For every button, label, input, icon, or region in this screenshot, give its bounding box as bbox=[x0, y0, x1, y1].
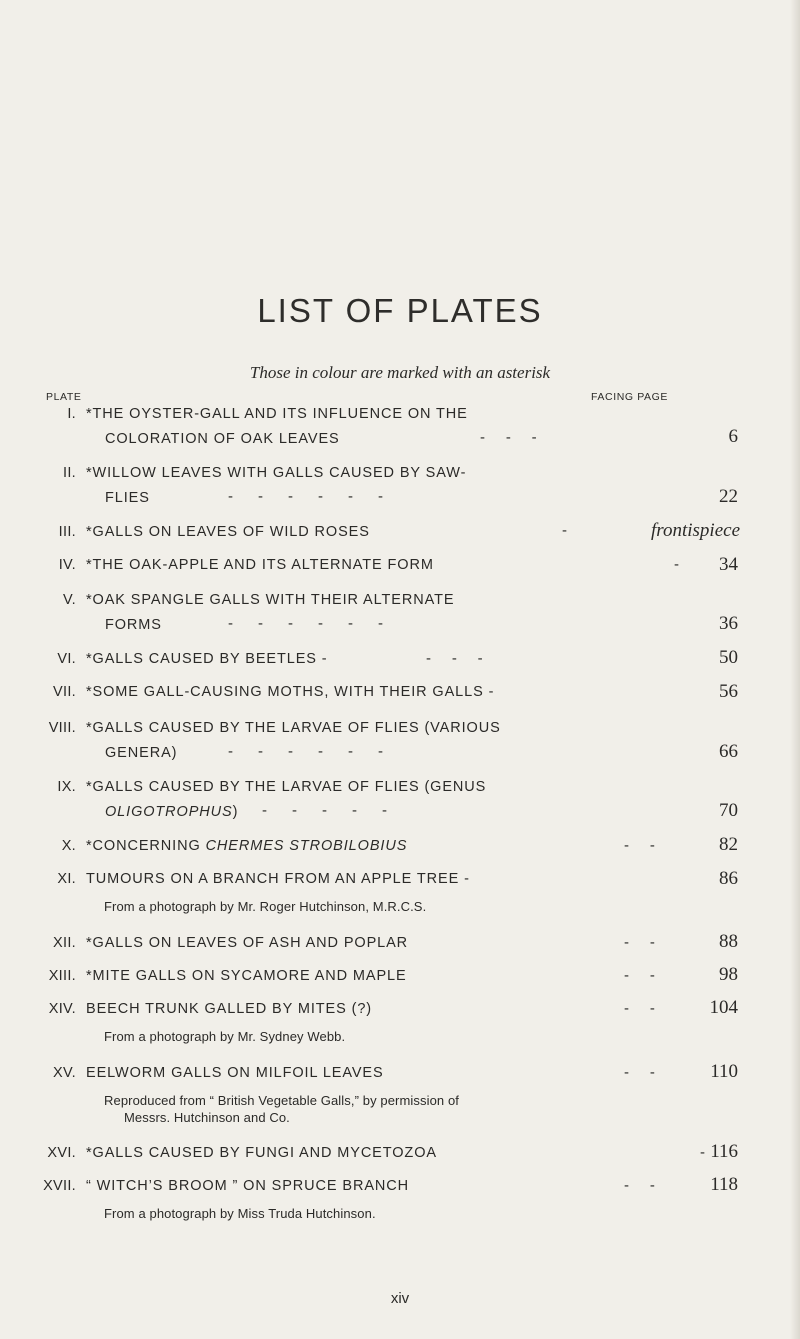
page-title: LIST OF PLATES bbox=[257, 292, 543, 329]
plate-credit-note: From a photograph by Mr. Roger Hutchinson, M.R.C.S. bbox=[104, 899, 427, 914]
plate-title: *OAK SPANGLE GALLS WITH THEIR ALTERNATE bbox=[86, 592, 455, 608]
plate-numeral: IX. bbox=[57, 779, 76, 795]
plate-numeral: XIII. bbox=[48, 968, 76, 984]
plate-numeral: VI. bbox=[57, 651, 76, 667]
leader-dashes: - - - - - bbox=[262, 802, 387, 819]
leader-dashes: - bbox=[674, 556, 679, 573]
leader-dashes: - - - bbox=[426, 650, 483, 667]
plate-title: *GALLS CAUSED BY FUNGI AND MYCETOZOA bbox=[86, 1145, 437, 1161]
plate-title-continued: FLIES bbox=[105, 490, 150, 506]
plate-title: *GALLS ON LEAVES OF ASH AND POPLAR bbox=[86, 935, 409, 951]
closing-paren: ) bbox=[232, 804, 239, 820]
species-name: CHERMES STROBILOBIUS bbox=[205, 838, 408, 854]
leader-dashes: - - bbox=[624, 1177, 655, 1194]
facing-page-number: 36 bbox=[719, 613, 738, 634]
plate-title: TUMOURS ON A BRANCH FROM AN APPLE TREE - bbox=[86, 871, 470, 887]
plate-title: *THE OAK-APPLE AND ITS ALTERNATE FORM bbox=[86, 557, 434, 573]
plate-credit-note-continued: Messrs. Hutchinson and Co. bbox=[124, 1110, 290, 1125]
plate-numeral: XV. bbox=[53, 1065, 76, 1081]
facing-page-number: 66 bbox=[719, 741, 738, 762]
column-header-plate: PLATE bbox=[46, 391, 82, 403]
plate-title: *GALLS CAUSED BY THE LARVAE OF FLIES (VARIOUS bbox=[86, 720, 501, 736]
plate-numeral: VIII. bbox=[48, 720, 76, 736]
facing-page-number: 104 bbox=[709, 997, 738, 1018]
plate-credit-note: From a photograph by Mr. Sydney Webb. bbox=[104, 1029, 346, 1044]
plate-numeral: VII. bbox=[53, 684, 76, 700]
facing-page-number: 34 bbox=[719, 554, 738, 575]
plate-numeral: IV. bbox=[58, 557, 76, 573]
genus-name: OLIGOTROPHUS bbox=[105, 804, 233, 820]
leader-dashes: - - - - - - bbox=[228, 743, 383, 760]
plate-numeral: XVII. bbox=[43, 1178, 76, 1194]
column-header-facing-page: FACING PAGE bbox=[591, 391, 669, 403]
plate-numeral: III. bbox=[58, 524, 76, 540]
page-edge-shadow bbox=[790, 0, 800, 1339]
title-prefix: *CONCERNING bbox=[86, 838, 206, 854]
leader-dashes: - - - - - - bbox=[228, 488, 383, 505]
plate-numeral: XVI. bbox=[47, 1145, 76, 1161]
plate-title: *MITE GALLS ON SYCAMORE AND MAPLE bbox=[86, 968, 407, 984]
plate-title: *GALLS CAUSED BY BEETLES - bbox=[86, 651, 328, 667]
leader-dashes: - - bbox=[624, 967, 655, 984]
plate-numeral: II. bbox=[63, 465, 76, 481]
leader-dashes: - - bbox=[624, 1064, 655, 1081]
facing-page-number: 6 bbox=[728, 426, 738, 447]
plate-numeral: XIV. bbox=[48, 1001, 76, 1017]
facing-page-number: 50 bbox=[719, 647, 738, 668]
plate-numeral: XI. bbox=[57, 871, 76, 887]
plate-title-continued: COLORATION OF OAK LEAVES bbox=[105, 431, 340, 447]
plate-title: BEECH TRUNK GALLED BY MITES (?) bbox=[86, 1001, 373, 1017]
page-subtitle: Those in colour are marked with an asterisk bbox=[249, 363, 551, 382]
plate-title-continued bbox=[105, 804, 238, 820]
page-folio-number: xiv bbox=[390, 1290, 410, 1307]
facing-page-number: 98 bbox=[719, 964, 738, 985]
leader-dashes: - - - bbox=[480, 429, 537, 446]
facing-page-number: 118 bbox=[710, 1174, 738, 1195]
plate-title: *GALLS ON LEAVES OF WILD ROSES bbox=[86, 524, 370, 540]
facing-page-number: 116 bbox=[710, 1141, 738, 1162]
leader-dashes: - bbox=[562, 522, 567, 539]
plate-title: *WILLOW LEAVES WITH GALLS CAUSED BY SAW- bbox=[86, 465, 467, 481]
leader-dashes: - bbox=[700, 1144, 705, 1161]
plate-numeral: I. bbox=[67, 406, 76, 422]
plate-title bbox=[86, 838, 407, 854]
facing-page-number: 70 bbox=[719, 800, 738, 821]
facing-page-number: 110 bbox=[710, 1061, 738, 1082]
facing-page-number: 88 bbox=[719, 931, 738, 952]
leader-dashes: - - - - - - bbox=[228, 615, 383, 632]
plate-credit-note: Reproduced from “ British Vegetable Galls,” by permission of bbox=[104, 1093, 459, 1108]
plate-title-continued: FORMS bbox=[105, 617, 162, 633]
facing-page-number: 22 bbox=[719, 486, 738, 507]
plate-title-continued: GENERA) bbox=[105, 745, 178, 761]
plate-title: EELWORM GALLS ON MILFOIL LEAVES bbox=[86, 1065, 384, 1081]
facing-page-number: frontispiece bbox=[651, 520, 740, 541]
plate-numeral: V. bbox=[63, 592, 76, 608]
plate-title: *GALLS CAUSED BY THE LARVAE OF FLIES (GENUS bbox=[86, 779, 487, 795]
leader-dashes: - - bbox=[624, 1000, 655, 1017]
plate-numeral: X. bbox=[61, 838, 76, 854]
facing-page-number: 86 bbox=[719, 868, 738, 889]
plate-title: *SOME GALL-CAUSING MOTHS, WITH THEIR GALLS - bbox=[86, 684, 495, 700]
leader-dashes: - - bbox=[624, 934, 655, 951]
facing-page-number: 56 bbox=[719, 681, 738, 702]
plate-title: “ WITCH’S BROOM ” ON SPRUCE BRANCH bbox=[86, 1178, 410, 1194]
leader-dashes: - - bbox=[624, 837, 655, 854]
plate-title: *THE OYSTER-GALL AND ITS INFLUENCE ON THE bbox=[86, 406, 468, 422]
plate-numeral: XII. bbox=[53, 935, 76, 951]
facing-page-number: 82 bbox=[719, 834, 738, 855]
plate-credit-note: From a photograph by Miss Truda Hutchinson. bbox=[104, 1206, 376, 1221]
